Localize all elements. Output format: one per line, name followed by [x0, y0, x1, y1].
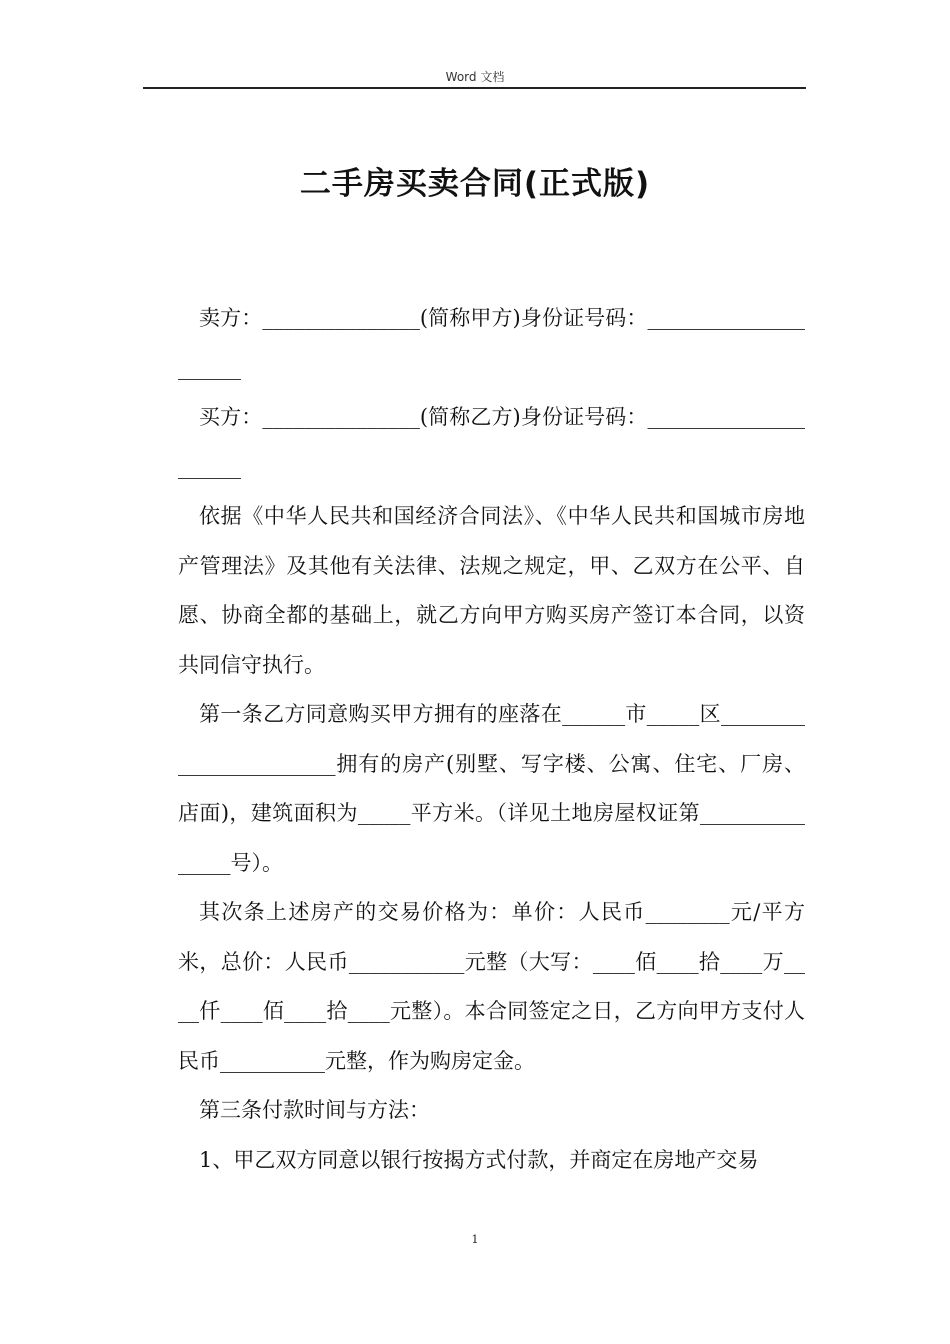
article-3-heading: 第三条付款时间与方法：: [199, 1098, 430, 1122]
article-1-paragraph: 第一条乙方同意购买甲方拥有的座落在______市_____区_______________________拥有的房产(别墅、写字楼、公寓、住宅、厂房、店面)，建筑面积为_____平方米。（详见土地房屋权证第_______________号）。: [178, 702, 805, 875]
document-title: 二手房买卖合同(正式版): [299, 166, 651, 202]
header-divider: [143, 87, 806, 89]
seller-paragraph: 卖方：_______________(简称甲方)身份证号码：_____________________: [178, 306, 805, 380]
basis-paragraph: 依据《中华人民共和国经济合同法》、《中华人民共和国城市房地产管理法》及其他有关法律、法规之规定，甲、乙双方在公平、自愿、协商全都的基础上，就乙方向甲方购买房产签订本合同，以资共同信守执行。: [178, 504, 805, 677]
payment-item-1: 1、甲乙双方同意以银行按揭方式付款，并商定在房地产交易: [199, 1147, 759, 1172]
buyer-paragraph: 买方：_______________(简称乙方)身份证号码：_____________________: [178, 405, 805, 479]
page-header: Word 文档: [445, 70, 505, 84]
page-number: 1: [471, 1233, 479, 1246]
document-body: [178, 294, 805, 1185]
article-2-paragraph: 其次条上述房产的交易价格为：单价：人民币________元/平方米，总价：人民币___________元整（大写：____佰____拾____万____仟____佰____拾____元整）。本合同签定之日，乙方向甲方支付人民币__________元整，作为购房定金。: [178, 900, 805, 1073]
